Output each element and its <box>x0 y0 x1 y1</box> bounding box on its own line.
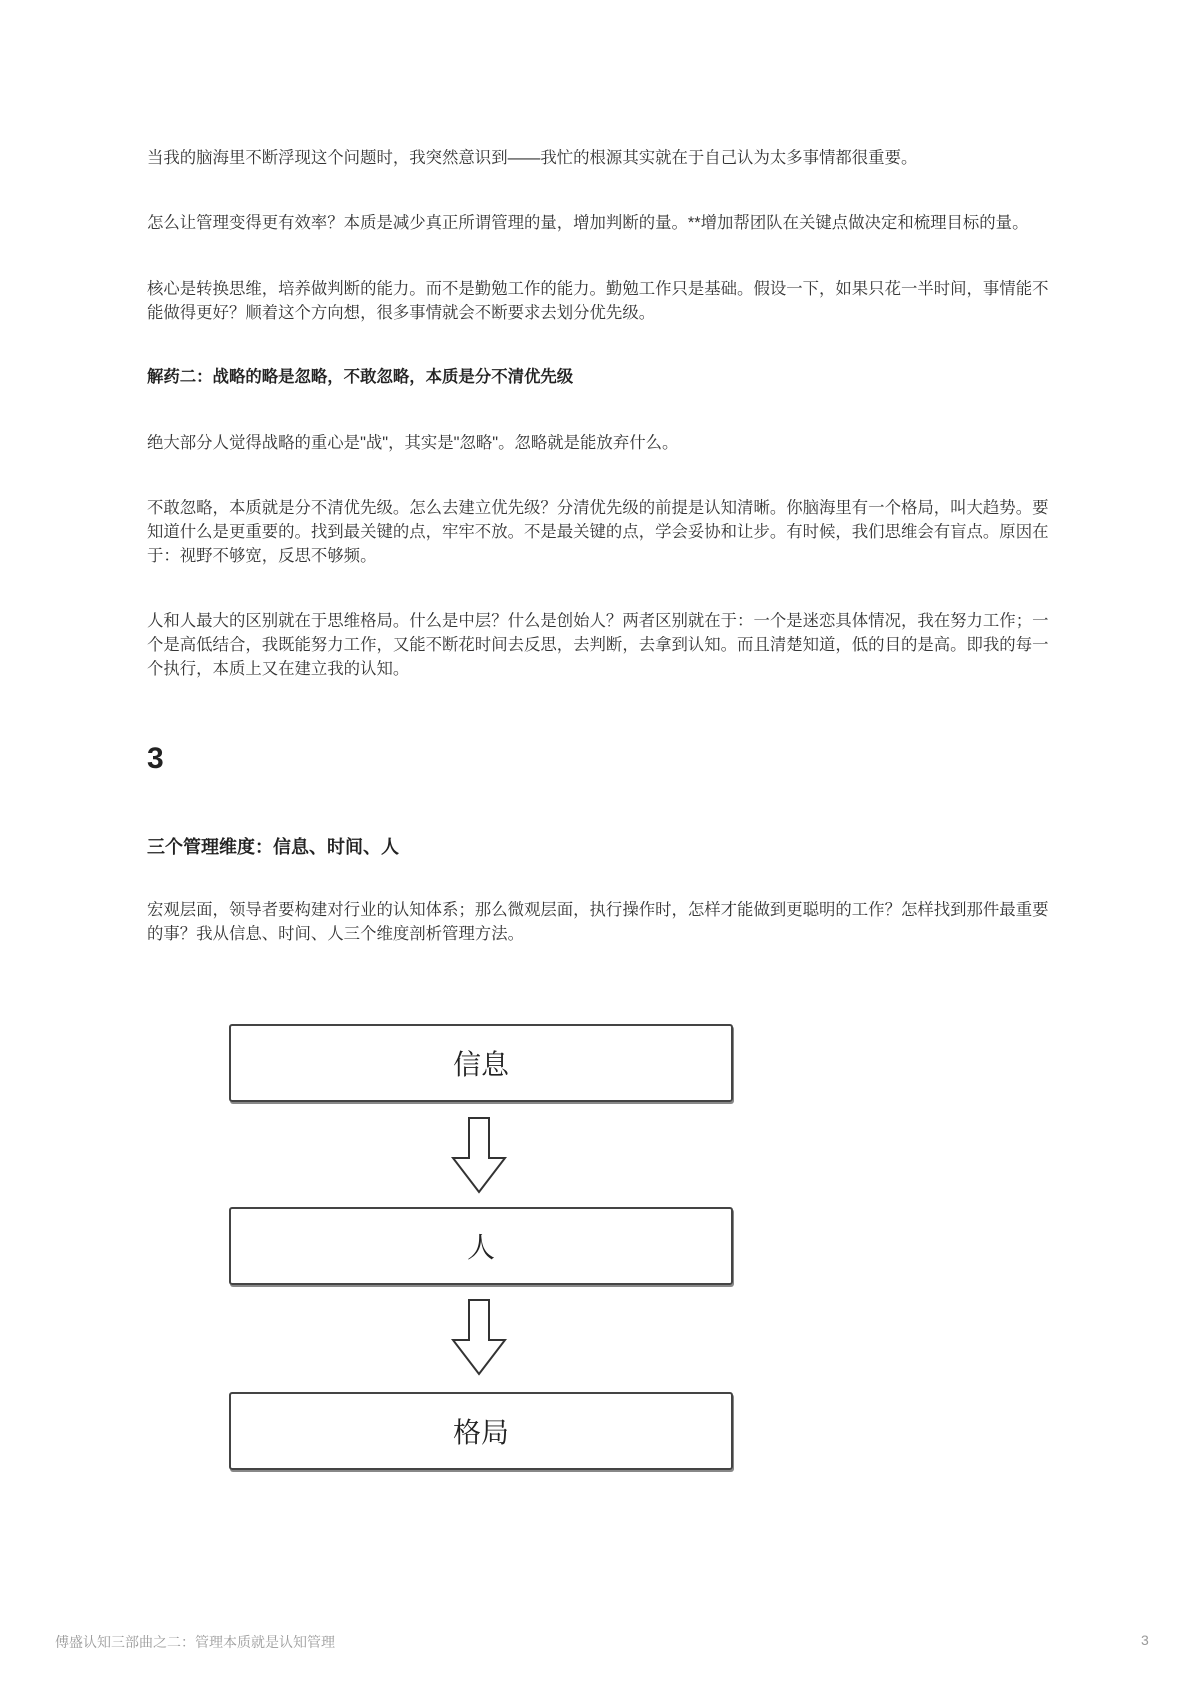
paragraph: 宏观层面，领导者要构建对行业的认知体系；那么微观层面，执行操作时，怎样才能做到更聪明的工作？怎样找到那件最重要的事？我从信息、时间、人三个维度剖析管理方法。 <box>147 901 1049 943</box>
diagram-box-pattern: 格局 <box>229 1392 733 1470</box>
section-heading: 三个管理维度：信息、时间、人 <box>147 837 399 857</box>
paragraph: 核心是转换思维，培养做判断的能力。而不是勤勉工作的能力。勤勉工作只是基础。假设一下，如果只花一半时间，事情能不能做得更好？顺着这个方向想，很多事情就会不断要求去划分优先级。 <box>147 280 1049 322</box>
down-arrow-icon <box>451 1116 507 1194</box>
paragraph: 怎么让管理变得更有效率？本质是减少真正所谓管理的量，增加判断的量。**增加帮团队在关键点做决定和梳理目标的量。 <box>147 214 1029 232</box>
footer-title: 傅盛认知三部曲之二：管理本质就是认知管理 <box>55 1634 335 1650</box>
paragraph: 当我的脑海里不断浮现这个问题时，我突然意识到——我忙的根源其实就在于自己认为太多事情都很重要。 <box>147 149 918 167</box>
diagram-box-people: 人 <box>229 1207 733 1285</box>
section-number: 3 <box>147 742 164 775</box>
paragraph: 绝大部分人觉得战略的重心是"战"，其实是"忽略"。忽略就是能放弃什么。 <box>147 434 679 452</box>
paragraph: 不敢忽略，本质就是分不清优先级。怎么去建立优先级？分清优先级的前提是认知清晰。你脑海里有一个格局，叫大趋势。要知道什么是更重要的。找到最关键的点，牢牢不放。不是最关键的点，学会妥协和让步。有时候，我们思维会有盲点。原因在于：视野不够宽，反思不够频。 <box>147 499 1049 565</box>
paragraph: 人和人最大的区别就在于思维格局。什么是中层？什么是创始人？两者区别就在于：一个是迷恋具体情况，我在努力工作；一个是高低结合，我既能努力工作，又能不断花时间去反思，去判断，去拿到认知。而且清楚知道，低的目的是高。即我的每一个执行，本质上又在建立我的认知。 <box>147 612 1049 678</box>
subheading: 解药二：战略的略是忽略，不敢忽略，本质是分不清优先级 <box>147 368 574 386</box>
diagram-box-information: 信息 <box>229 1024 733 1102</box>
page-number: 3 <box>1141 1632 1149 1648</box>
down-arrow-icon <box>451 1298 507 1376</box>
